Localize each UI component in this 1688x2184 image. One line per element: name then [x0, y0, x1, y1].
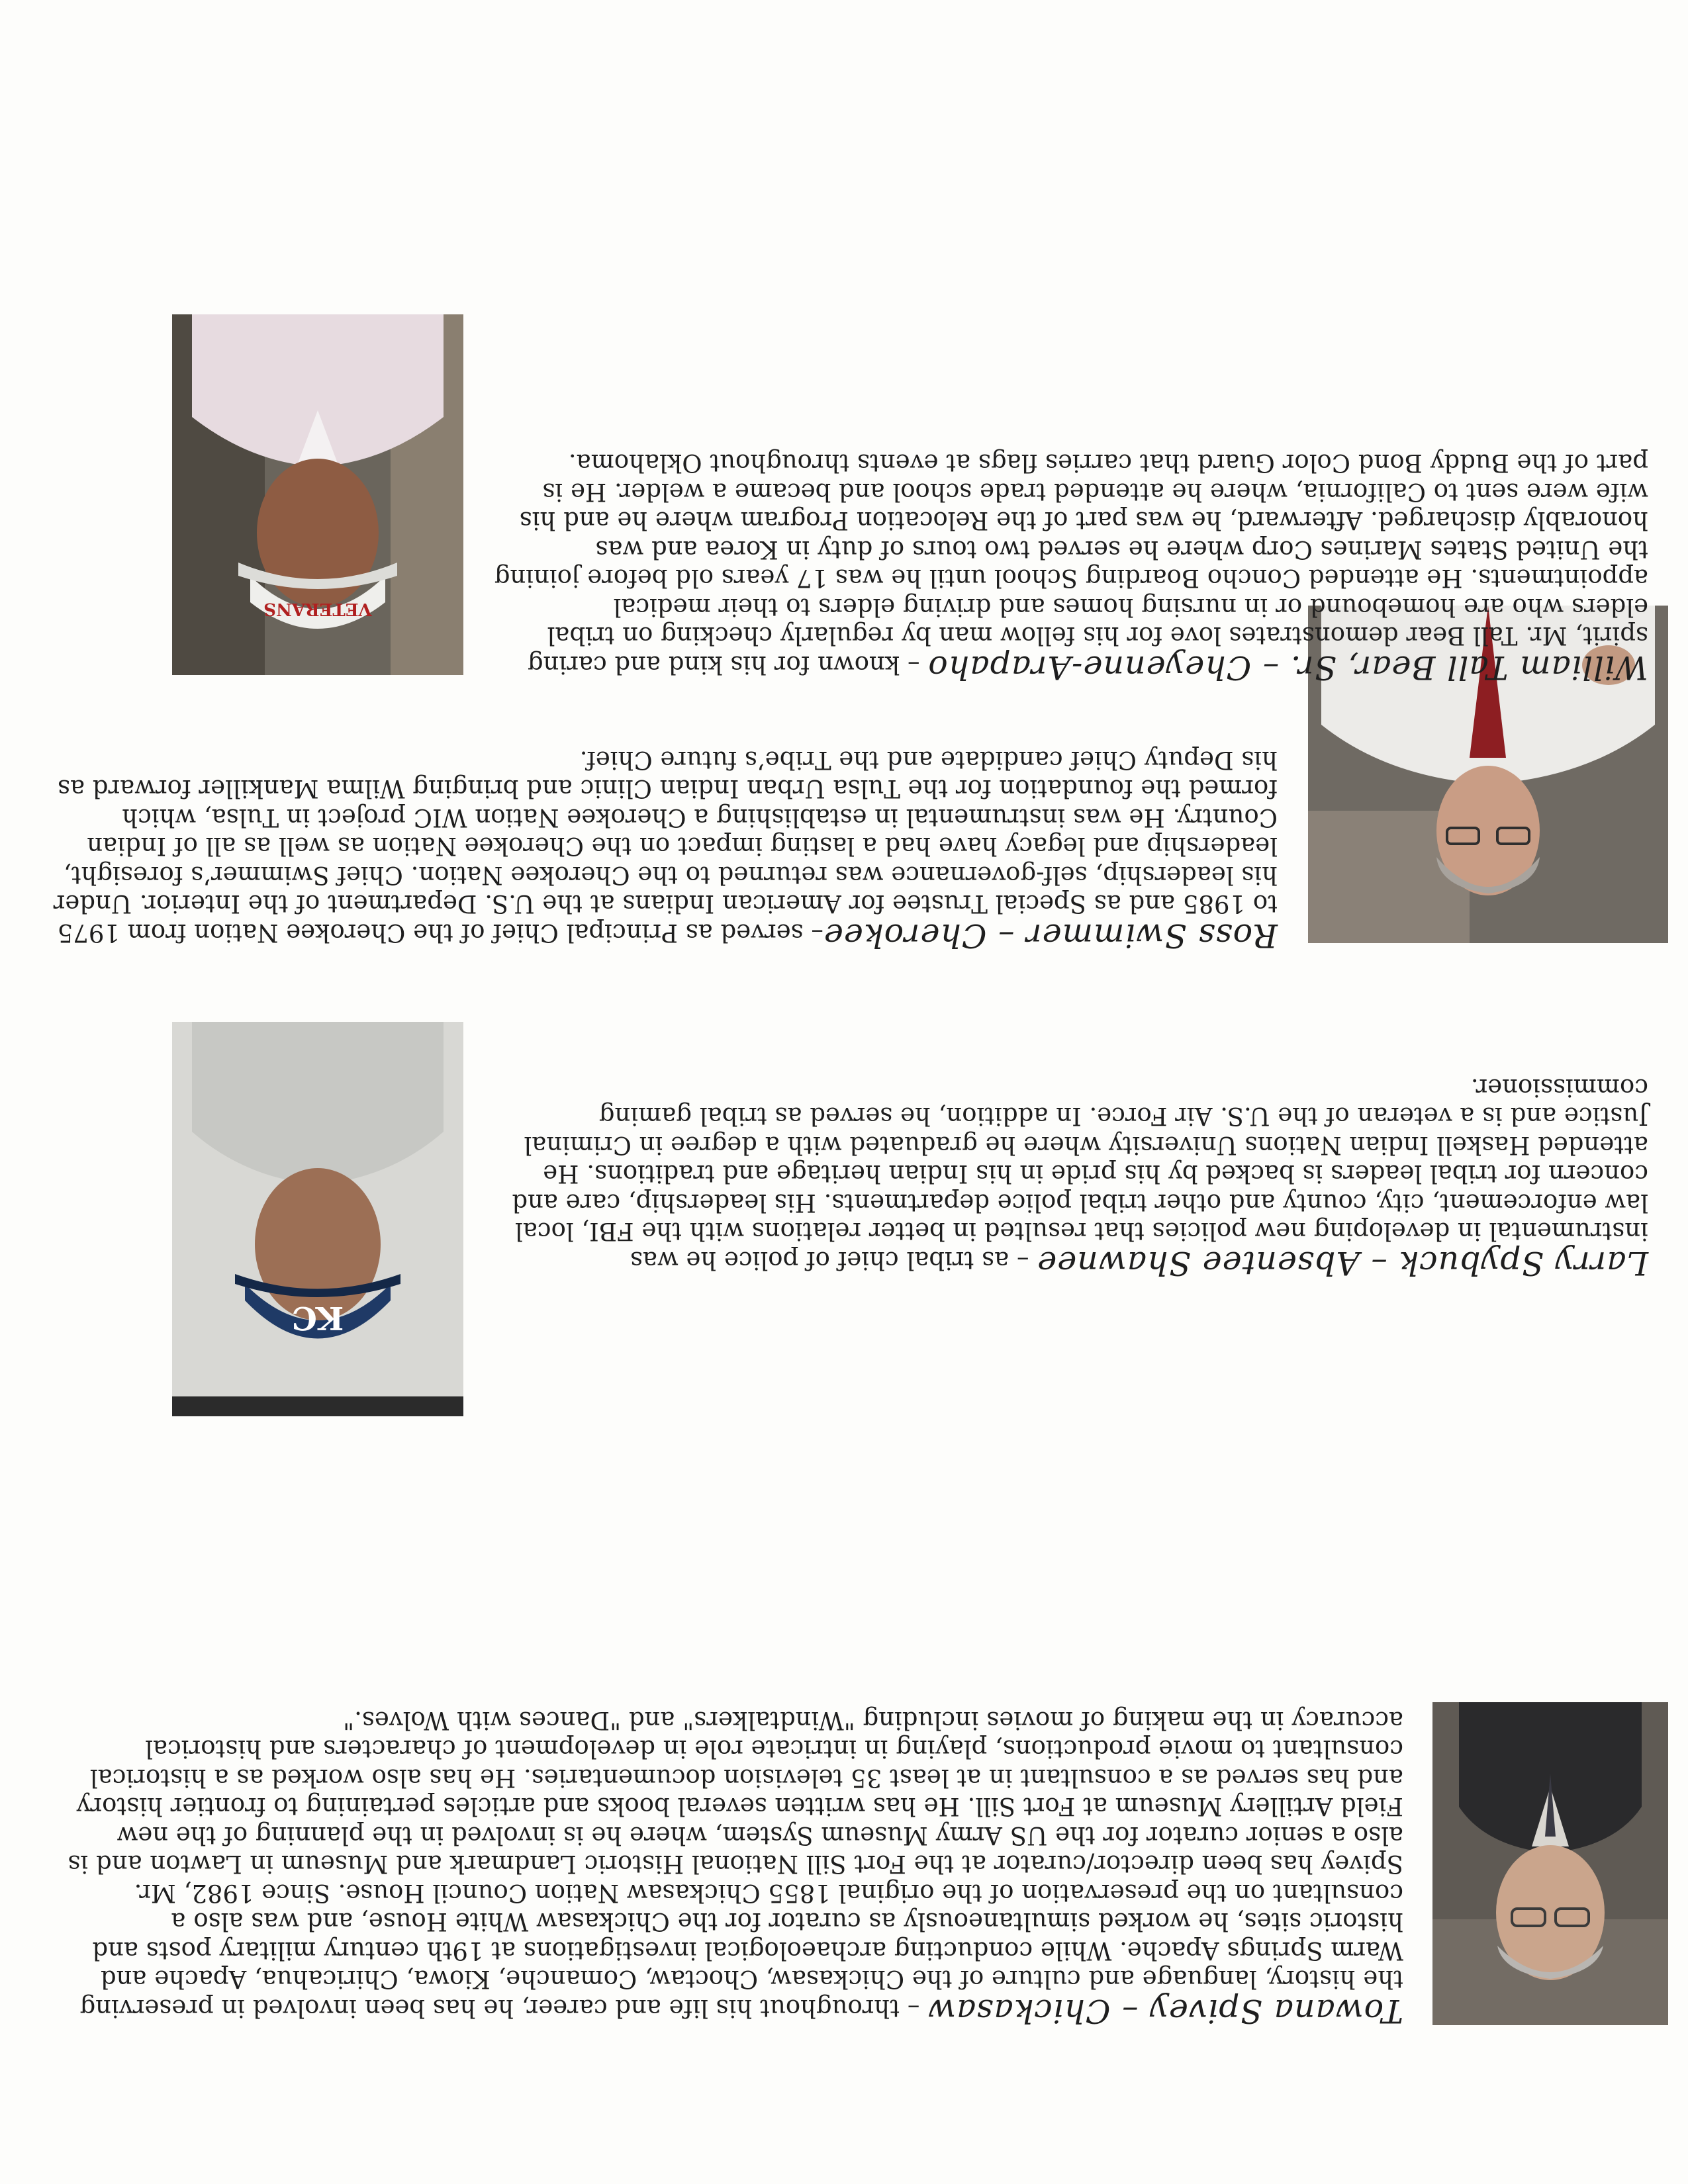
entry-separator: – — [986, 917, 1026, 954]
entry-separator: – — [1251, 649, 1290, 686]
tallbear-cap-text: VETERANS — [263, 599, 372, 619]
photo-towana-spivey — [1432, 1702, 1668, 2025]
entry-dash: – — [900, 1994, 928, 2023]
entry-name: Towana Spivey — [1149, 1992, 1403, 2030]
entry-name: William Tall Bear, Sr. — [1289, 649, 1648, 686]
entry-dash: – — [803, 919, 823, 947]
entry-ross-swimmer — [33, 746, 1278, 954]
entry-separator: – — [1110, 1992, 1150, 2030]
entry-body: as tribal chief of police he was instrumental in developing new policies that resulted in better relations with the FBI, local law enforcement, city, county and other tribal police departments. His leadership, care and concern for tribal leaders is backed by his pride in his Indian heritage and traditions. He attended Haskell Indian Nations University where he graduated with a degree in Criminal Justice and is a veteran of the U.S. Air Force. In addition, he served as tribal gaming commissioner. — [512, 1073, 1648, 1275]
entry-body: served as Principal Chief of the Cherokee Nation from 1975 to 1985 and as Special Trustee for American Indians at the U.S. Department of the Interior. Under his leadership, self-governance was returned to the Cherokee Nation. Chief Swimmer’s foresight, leadership and legacy have had a lasting impact on the Cherokee Nation as well as all of Indian Country. He was instrumental in establishing a Cherokee Nation WIC project in Tulsa, which formed the foundation for the Tulsa Urban Indian Clinic and bringing Wilma Mankiller forward as his Deputy Chief candidate and the Tribe’s future Chief. — [53, 746, 1278, 947]
photo-william-tall-bear — [172, 314, 463, 675]
entry-name: Ross Swimmer — [1025, 917, 1278, 954]
spybuck-cap-text: KC — [291, 1299, 344, 1336]
entry-tribe: Cheyenne-Arapaho — [927, 649, 1252, 686]
entry-name: Larry Spybuck — [1398, 1244, 1648, 1282]
entry-separator: – — [1359, 1244, 1399, 1282]
photo-larry-spybuck — [172, 1022, 463, 1416]
entry-dash: – — [900, 651, 928, 679]
entry-tribe: Cherokee — [823, 917, 987, 954]
entry-body: known for his kind and caring spirit, Mr. Tall Bear demonstrates love for his fellow man by regularly checking on tribal elders who are homebound or in nursing homes and driving elders to their medical appointments. He attended Concho Boarding School until he was 17 years old before joining the United States Marines Corp where he served two tours of duty in Korea and was honorably discharged. Afterward, he was part of the Relocation Program where he and his wife were sent to California, where he attended trade school and became a welder. He is part of the Buddy Bond Color Guard that carries flags at events throughout Oklahoma. — [494, 449, 1648, 679]
entry-tribe: Absentee Shawnee — [1037, 1244, 1360, 1282]
entry-towana-spivey — [46, 1706, 1403, 2030]
entry-larry-spybuck — [483, 1073, 1648, 1282]
entry-body: throughout his life and career, he has been involved in preserving the history, language and culture of the Chickasaw, Choctaw, Comanche, Kiowa, Chiricahua, Apache and Warm Springs Apache. While conducting archaeological investigations at 19th century military posts and historic sites, he worked simultaneously as curator for the Chickasaw White House, and was also a consultant on the preservation of the original 1855 Chickasaw Nation Council House. Since 1982, Mr. Spivey has been director/curator at the Fort Sill National Historic Landmark and Museum in Lawton and is also a senior curator for the US Army Museum System, where he is involved in the planning of the new Field Artillery Museum at Fort Sill. He has written several books and articles pertaining to frontier history and has served as a consultant in at least 35 television documentaries. He has also worked as a historical consultant to movie productions, playing in intricate role in development of characters and historical accuracy in the making of movies including "Windtalkers" and "Dances with Wolves." — [68, 1706, 1403, 2023]
entry-dash: – — [1009, 1246, 1037, 1275]
entry-tribe: Chickasaw — [927, 1992, 1111, 2030]
entry-william-tall-bear — [483, 449, 1648, 686]
